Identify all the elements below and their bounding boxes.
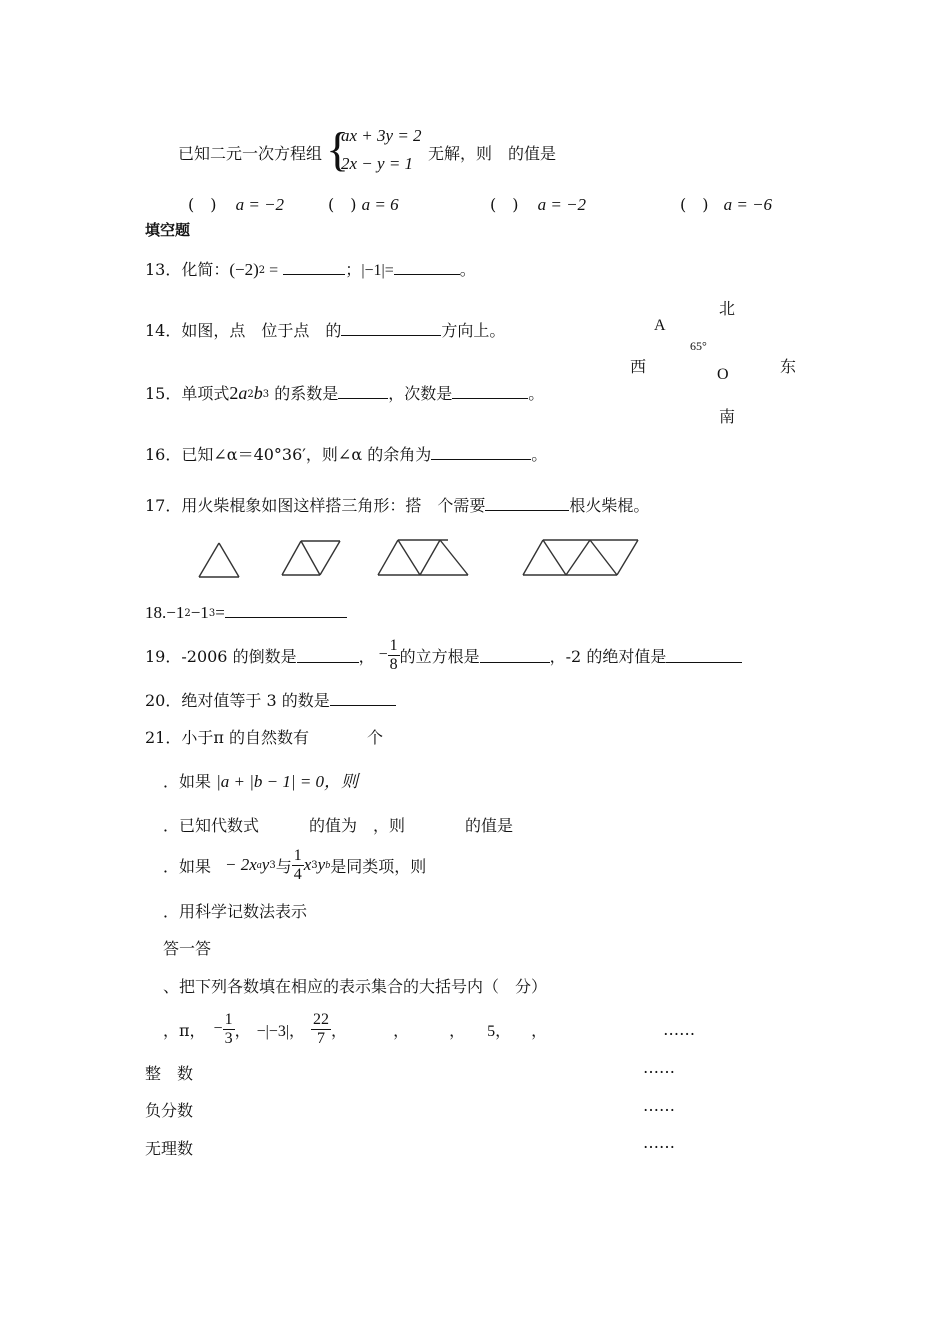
q12-eq2: 2x − y = 1 [341, 154, 414, 173]
q19-num: 1 [389, 636, 398, 654]
frac-num: 22 [313, 1010, 330, 1028]
option-expr: a = 6 [361, 195, 399, 214]
q19-part2: 的立方根是 [399, 646, 480, 666]
q16-end: 。 [531, 445, 548, 464]
frac-den: 3 [224, 1029, 233, 1047]
triangles-2 [282, 541, 340, 575]
numbers-frac-22-7 [311, 1011, 331, 1048]
numbers-neg: − [213, 1020, 223, 1037]
compass-point-o: O [717, 366, 729, 383]
numbers-dots: …… [663, 1019, 696, 1039]
numbers-abs: −|−3|， [256, 1022, 306, 1040]
option-paren: ( ) [490, 195, 519, 214]
q19-blank-3[interactable] [666, 648, 742, 663]
q19-fraction [388, 637, 400, 674]
set-dots-integers[interactable]: …… [643, 1058, 675, 1077]
q18 [145, 603, 347, 623]
q22-dot: ．如果 [163, 772, 212, 791]
option-expr: a = −2 [537, 195, 587, 214]
q13-eq: = [265, 262, 279, 279]
q24-tail: 是同类项，则 [330, 856, 427, 876]
numbers-sep: ， [449, 1020, 466, 1040]
q13-end: 。 [459, 260, 476, 279]
q18-exp-1: 2 [184, 608, 191, 619]
answer-title: 答一答 [163, 939, 212, 958]
q24-term1-y: y [261, 855, 270, 874]
q14-tail: 方向上。 [441, 321, 506, 340]
numbers-sep: ， [234, 1020, 251, 1040]
numbers-frac-1-3 [223, 1011, 235, 1048]
q24 [163, 842, 426, 888]
q13-expr2: |−1|= [361, 262, 394, 279]
q23-tail: 的值是 [465, 816, 514, 835]
q19-part1: 19．-2006 的倒数是 [145, 646, 297, 666]
q17-text: 17．用火柴棍象如图这样搭三角形：搭 个需要 [145, 496, 486, 515]
triangles-4 [523, 540, 638, 575]
option-paren: ( ) [680, 195, 709, 214]
q13-sep: ； [345, 260, 362, 279]
q18-eq: = [215, 603, 225, 622]
option-paren: ( ) [188, 195, 217, 214]
q19-den: 8 [389, 655, 398, 673]
set-label: 无理数 [145, 1139, 194, 1158]
q19-part3: ，-2 的绝对值是 [549, 646, 667, 666]
q12-stem-prefix: 已知二元一次方程组 [178, 144, 323, 163]
q23-dot: ．已知代数式 [163, 816, 260, 835]
q22 [163, 767, 358, 792]
q20 [145, 688, 396, 711]
q19-blank-2[interactable] [480, 648, 550, 663]
q24-num: 1 [293, 846, 302, 864]
q24-den: 4 [293, 865, 302, 883]
q20-blank[interactable] [330, 691, 396, 706]
q23 [163, 813, 513, 836]
compass-east: 东 [780, 357, 797, 376]
numbers-sep: ， [393, 1020, 410, 1040]
q13-expr1: (−2) [229, 260, 259, 279]
q19 [145, 632, 742, 678]
q12-stem-suffix: 无解，则 的值是 [428, 144, 557, 163]
section-title: 填空题 [145, 221, 191, 239]
q15-b: b [253, 383, 263, 403]
q18-exp-2: 3 [208, 608, 216, 619]
set-label: 负分数 [145, 1101, 194, 1120]
compass-north: 北 [719, 299, 736, 318]
q16-text: 16．已知∠α＝40°36′，则∠α 的余角为 [145, 445, 432, 464]
q20-text: 20．绝对值等于 3 的数是 [145, 691, 330, 710]
q23-mid: 的值为 ，则 [309, 816, 406, 835]
q24-exp-a: a [256, 859, 262, 871]
triangles-3 [378, 540, 468, 575]
q15-a-exp: 2 [247, 389, 254, 400]
q18-expr: −1 [166, 603, 185, 622]
q22-expr: |a + |b − 1| = 0，则 [216, 772, 359, 791]
q24-exp-3b: 3 [311, 859, 318, 871]
q15-sep: ，次数是 [388, 384, 453, 403]
option-paren: ( ) [328, 195, 357, 214]
q25: ．用科学记数法表示 [163, 902, 308, 921]
q19-minus: − [378, 646, 388, 663]
q19-sep: ， [358, 646, 375, 666]
q24-term1-x: − 2x [225, 855, 257, 874]
q12-brace: { [326, 123, 350, 176]
numbers-five: 5， [487, 1022, 512, 1040]
q21 [145, 725, 383, 748]
q24-term2-y: y [317, 855, 326, 874]
compass-south: 南 [719, 407, 736, 426]
q15-mid: 的系数是 [274, 384, 339, 403]
q15-b-exp: 3 [262, 389, 270, 400]
q24-with: 与 [275, 856, 292, 876]
numbers-sep: ， [331, 1020, 348, 1040]
number-list [163, 1004, 695, 1054]
q18-mid: −1 [190, 603, 209, 622]
frac-den: 7 [317, 1029, 326, 1047]
q24-exp-3: 3 [269, 859, 276, 871]
set-dots-irrationals[interactable]: …… [643, 1133, 675, 1152]
frac-num: 1 [224, 1010, 233, 1028]
matchstick-figure [0, 0, 950, 600]
option-expr: a = −2 [235, 195, 285, 214]
q26: 、把下列各数填在相应的表示集合的大括号内（ 分） [163, 977, 548, 996]
q24-exp-b: b [325, 859, 331, 871]
q24-term2-x: x [303, 855, 312, 874]
q15-a: a [238, 383, 248, 403]
set-row-integers [145, 1061, 193, 1084]
q13-exp: 2 [258, 265, 266, 276]
q15-label: 15．单项式 [145, 384, 230, 403]
q15-coef: 2 [229, 383, 239, 403]
q17-tail: 根火柴棍。 [569, 496, 650, 515]
q24-dot: ．如果 [163, 856, 212, 876]
numbers-sep: ， [531, 1020, 548, 1040]
q21-text: 21．小于π 的自然数有 [145, 728, 309, 747]
set-row-irrationals [145, 1136, 193, 1159]
q12-eq1: ax + 3y = 2 [341, 126, 422, 145]
q24-fraction [292, 847, 304, 884]
q13-label: 13．化简： [145, 260, 230, 279]
compass-angle: 65° [690, 339, 707, 353]
option-expr: a = −6 [723, 195, 773, 214]
q18-blank[interactable] [225, 603, 347, 618]
q18-label: 18. [145, 603, 167, 622]
compass-point-a: A [654, 317, 666, 334]
q14-text: 14．如图，点 位于点 的 [145, 321, 342, 340]
q21-tail: 个 [366, 728, 383, 747]
set-dots-negative-fractions[interactable]: …… [643, 1096, 675, 1115]
triangles-1 [199, 543, 239, 577]
set-label: 整 数 [145, 1064, 194, 1083]
compass-west: 西 [630, 357, 647, 376]
set-row-negative-fractions [145, 1098, 193, 1121]
q19-blank-1[interactable] [297, 648, 359, 663]
numbers-pi: ，π， [163, 1020, 206, 1040]
q15-end: 。 [528, 384, 545, 403]
